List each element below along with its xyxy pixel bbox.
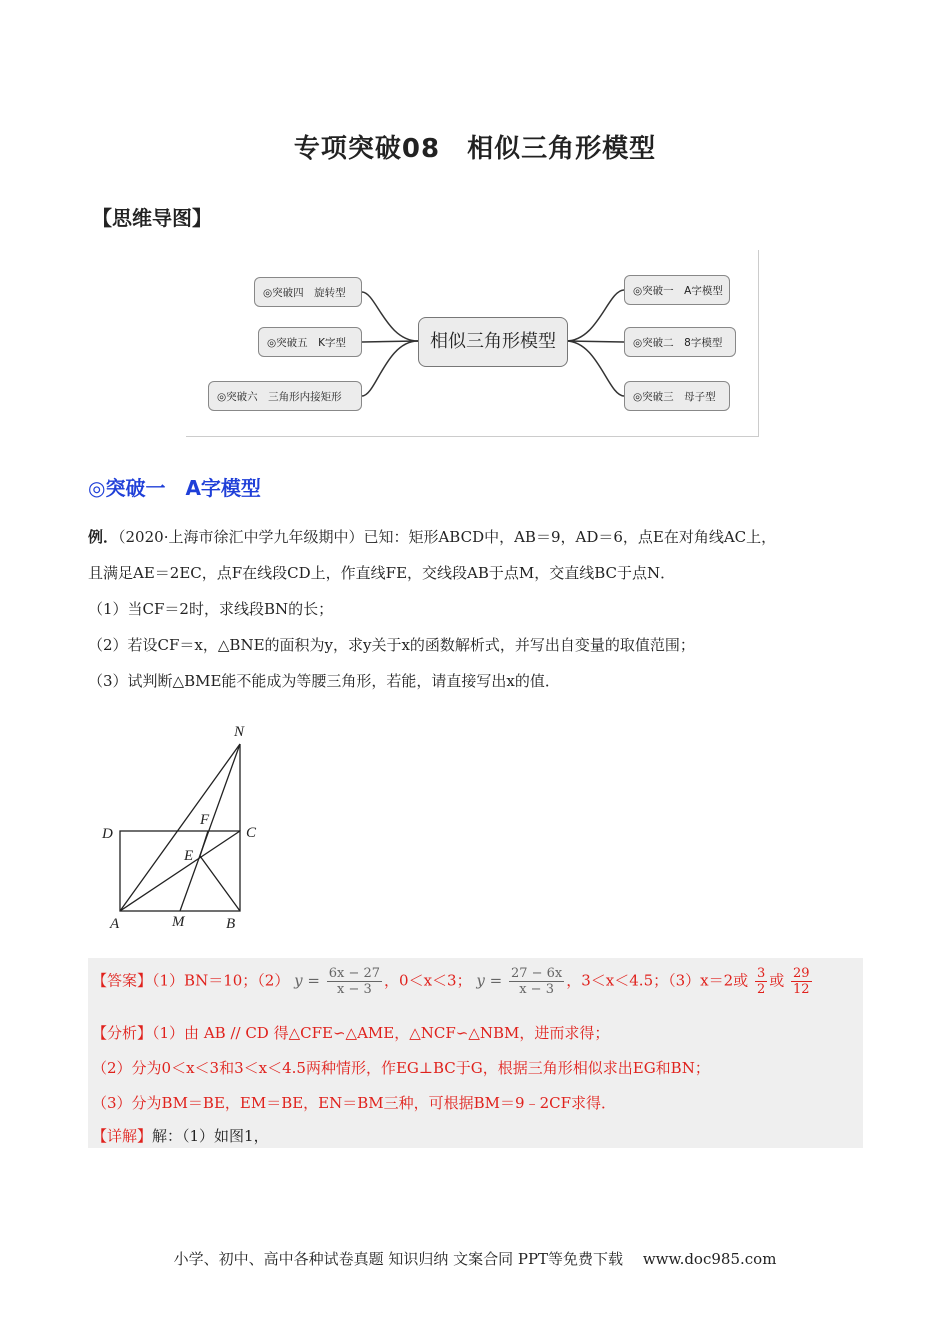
label-f: F: [200, 812, 210, 828]
answer-line: 【答案】（1）BN＝10；（2） y = $\frac{6x - 27}{x - 3}$ ，0＜x＜3； y = $\frac{27 - 6x}{x - 3}$ ，3＜x＜4.5；（3）x＝2或 $\frac{3}{2}$ 或 $\frac{29}{12}$: [92, 966, 810, 997]
analysis-line-1: 【分析】（1）由 AB // CD 得△CFE∽△AME，△NCF∽△NBM，进而求得；: [92, 1024, 610, 1042]
answer-box: [88, 958, 863, 1148]
fraction-4: $\frac{29}{12}$: [793, 966, 810, 997]
mind-map-center: 相似三角形模型: [418, 317, 568, 367]
problem-line-1: 例．（2020·上海市徐汇中学九年级期中）已知：矩形ABCD中，AB＝9，AD＝6，点E在对角线AC上，: [88, 528, 777, 546]
section-heading: ◎突破一 A字模型: [88, 476, 261, 500]
problem-label: 例．: [88, 528, 119, 546]
label-a: A: [110, 916, 120, 932]
label-b: B: [226, 916, 236, 932]
label-n: N: [234, 724, 245, 740]
geometry-figure: [96, 716, 276, 938]
mind-map-heading: 【思维导图】: [92, 206, 212, 230]
label-e: E: [184, 848, 194, 864]
connector-right-1: [566, 290, 624, 341]
label-d: D: [102, 826, 113, 842]
segment-ef: [200, 831, 208, 856]
mind-map-node-a: ◎突破一 A字模型: [624, 275, 730, 305]
mind-map-node-mother-child: ◎突破三 母子型: [624, 381, 730, 411]
fraction-3: $\frac{3}{2}$: [756, 966, 766, 997]
label-m: M: [172, 914, 185, 930]
mind-map-node-rotation: ◎突破四 旋转型: [254, 277, 362, 307]
question-1: （1）当CF＝2时，求线段BN的长；: [88, 600, 334, 618]
problem-line-2: 且满足AE＝2EC，点F在线段CD上，作直线FE，交线段AB于点M，交直线BC于点N．: [88, 564, 676, 582]
detail-line: 【详解】解：（1）如图1，: [92, 1127, 269, 1145]
mind-map-node-k: ◎突破五 K字型: [258, 327, 362, 357]
fraction-1: $\frac{6x - 27}{x - 3}$: [328, 966, 381, 997]
connector-left-3: [362, 341, 418, 396]
question-2: （2）若设CF＝x，△BNE的面积为y，求y关于x的函数解析式，并写出自变量的取值范围；: [88, 636, 695, 654]
segment-be: [200, 856, 240, 911]
connector-right-3: [566, 341, 624, 396]
line-nm: [180, 744, 240, 911]
page-title: 专项突破08 相似三角形模型: [293, 134, 657, 164]
analysis-line-2: （2）分为0＜x＜3和3＜x＜4.5两种情形，作EG⊥BC于G，根据三角形相似求出EG和BN；: [92, 1059, 710, 1077]
connector-left-1: [362, 292, 418, 341]
analysis-line-3: （3）分为BM＝BE，EM＝BE，EN＝BM三种，可根据BM＝9﹣2CF求得．: [92, 1094, 616, 1112]
fraction-2: $\frac{27 - 6x}{x - 3}$: [510, 966, 563, 997]
question-3: （3）试判断△BME能不能成为等腰三角形，若能，请直接写出x的值．: [88, 672, 560, 690]
label-c: C: [246, 825, 257, 841]
diagonal-ac: [120, 831, 240, 911]
mind-map: [186, 250, 759, 437]
mind-map-node-8: ◎突破二 8字模型: [624, 327, 736, 357]
page-footer: 小学、初中、高中各种试卷真题 知识归纳 文案合同 PPT等免费下载 www.doc985.com: [173, 1250, 777, 1268]
mind-map-node-inscribed-rect: ◎突破六 三角形内接矩形: [208, 381, 362, 411]
